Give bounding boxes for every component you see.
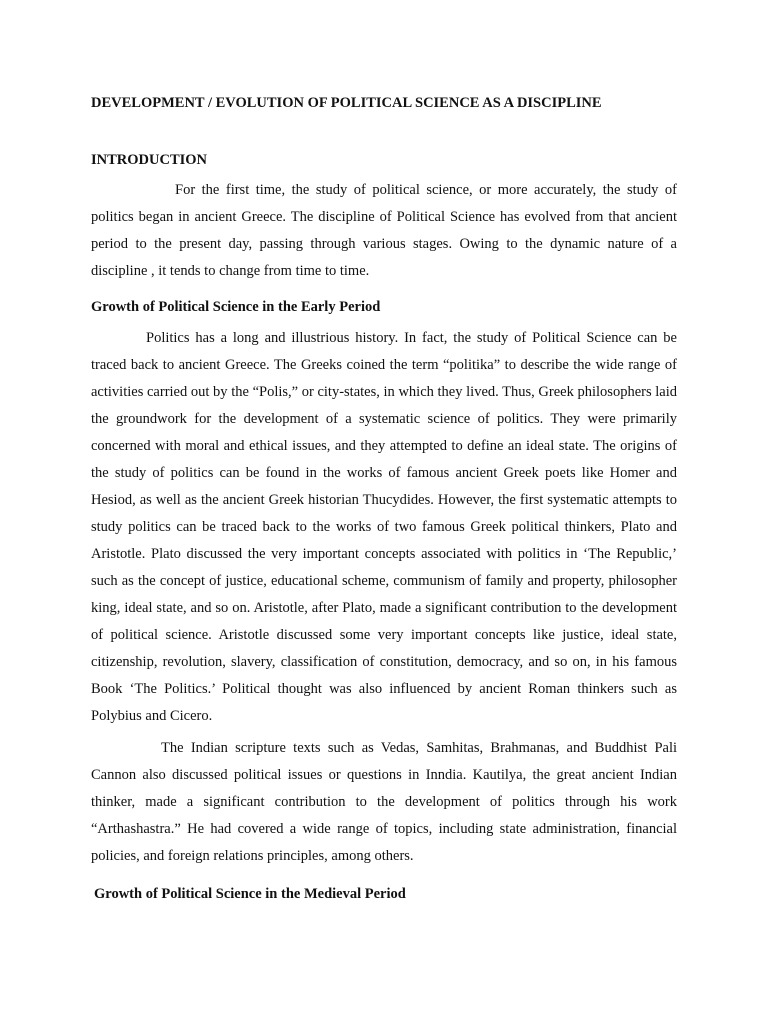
section-heading-introduction: INTRODUCTION bbox=[91, 152, 208, 168]
section-heading-early-period: Growth of Political Science in the Early Period bbox=[91, 299, 381, 315]
paragraph-early-indian: The Indian scripture texts such as Vedas, Samhitas, Brahmanas, and Buddhist Pali Cannon also discussed political issues or questions in Inndia. Kautilya, the great ancient Indian thinker, made a significant contribution to the development of politics through his work “Arthashastra.” He had covered a wide range of topics, including state administration, financial policies, and foreign relations principles, among others. bbox=[91, 740, 677, 864]
section-heading-medieval-period: Growth of Political Science in the Medieval Period bbox=[94, 886, 406, 902]
paragraph-introduction: For the first time, the study of political science, or more accurately, the study of politics began in ancient Greece. The discipline of Political Science has evolved from that ancient period to the present day, passing through various stages. Owing to the dynamic nature of a discipline , it tends to change from time to time. bbox=[91, 182, 677, 279]
paragraph-early-greek: Politics has a long and illustrious history. In fact, the study of Political Science can be traced back to ancient Greece. The Greeks coined the term “politika” to describe the wide range of activities carried out by the “Polis,” or city-states, in which they lived. Thus, Greek philosophers laid the groundwork for the development of a systematic science of politics. They were primarily concerned with moral and ethical issues, and they attempted to define an ideal state. The origins of the study of politics can be found in the works of famous ancient Greek poets like Homer and Hesiod, as well as the ancient Greek historian Thucydides. However, the first systematic attempts to study politics can be traced back to the works of two famous Greek political thinkers, Plato and Aristotle. Plato discussed the very important concepts associated with politics in ‘The Republic,’ such as the concept of justice, educational scheme, communism of family and property, philosopher king, ideal state, and so on. Aristotle, after Plato, made a significant contribution to the development of political science. Aristotle discussed some very important concepts like justice, ideal state, citizenship, revolution, slavery, classification of constitution, democracy, and so on, in his famous Book ‘The Politics.’ Political thought was also influenced by ancient Roman thinkers such as Polybius and Cicero. bbox=[91, 330, 677, 724]
document-title: DEVELOPMENT / EVOLUTION OF POLITICAL SCIENCE AS A DISCIPLINE bbox=[91, 95, 602, 111]
